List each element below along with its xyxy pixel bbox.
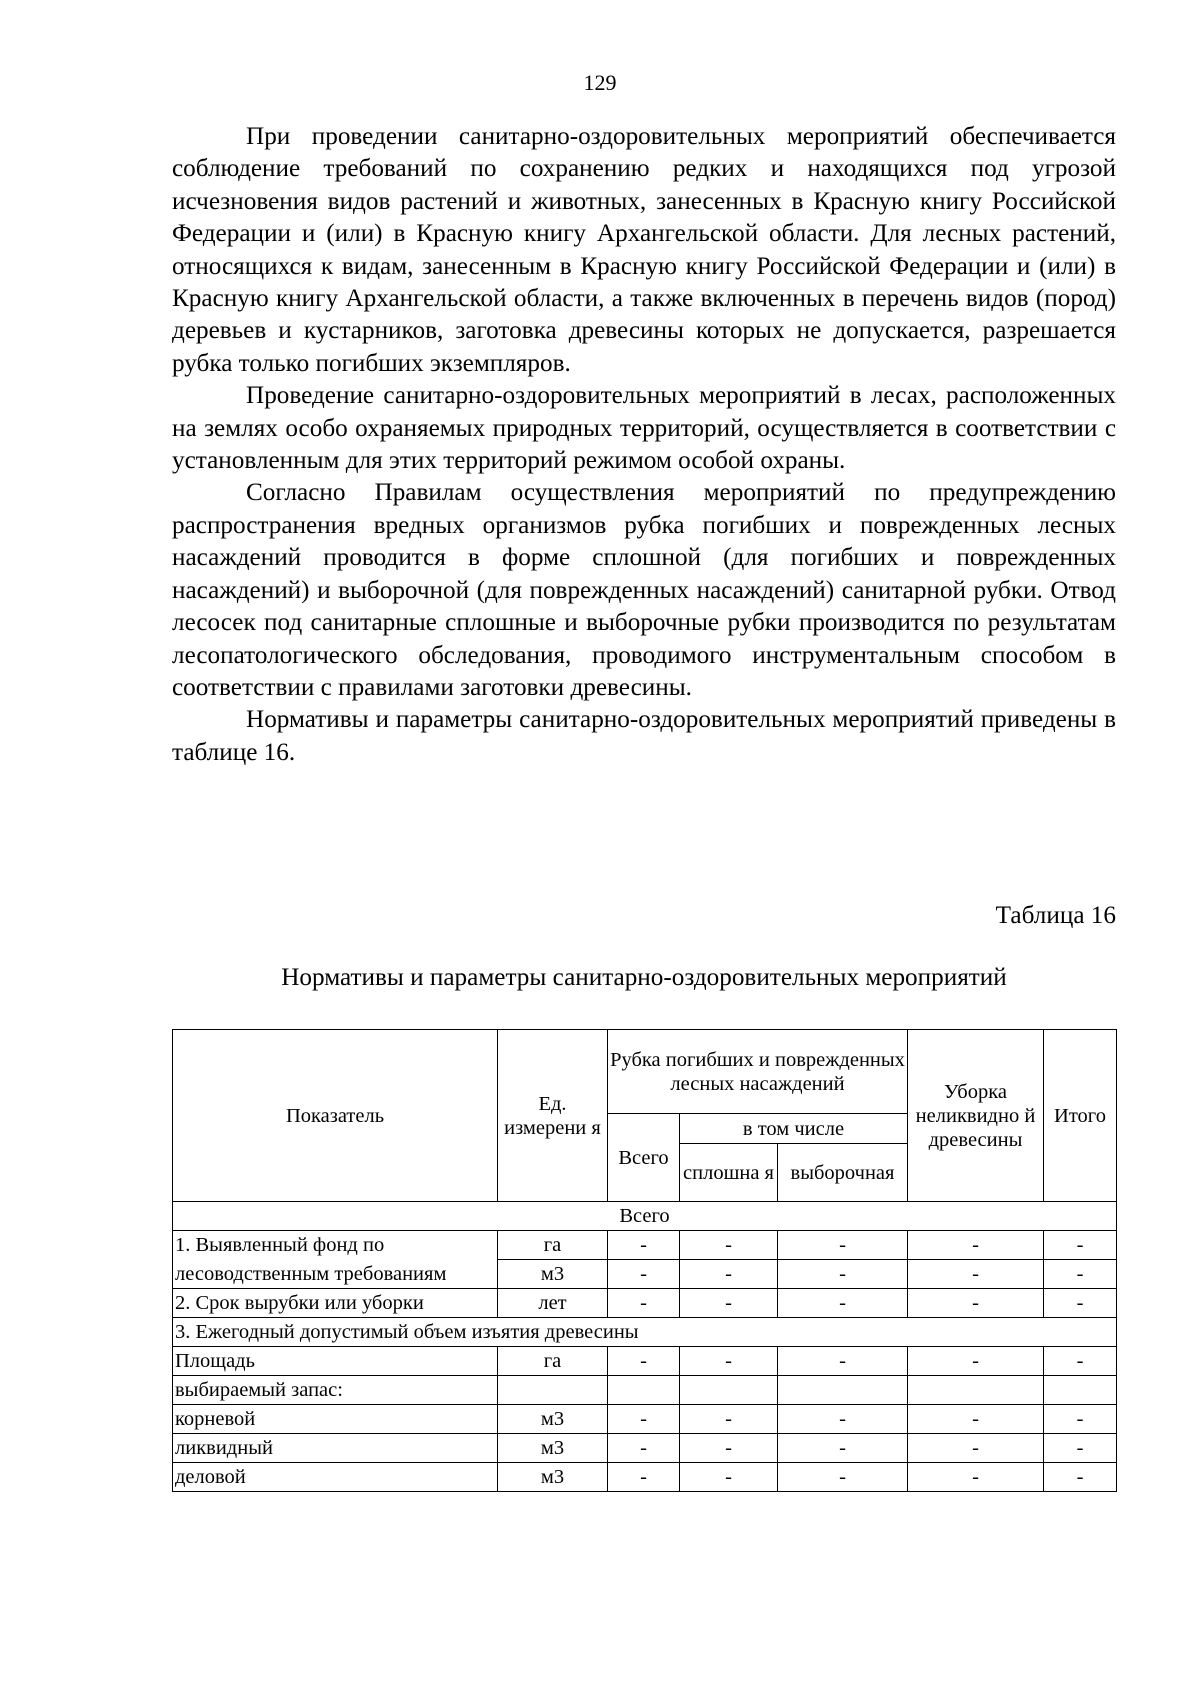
row-unit: га [498, 1231, 608, 1260]
row-label: 1. Выявленный фонд по [173, 1231, 498, 1260]
cell-cleanup: - [908, 1260, 1044, 1289]
header-total-felling: Всего [608, 1114, 680, 1202]
paragraph: Нормативы и параметры санитарно-оздоровительных мероприятий приведены в таблице 16. [172, 706, 1116, 766]
sanitary-measures-table [172, 1029, 1117, 1492]
cell-total: - [1044, 1405, 1117, 1434]
header-unit: Ед. измерени я [498, 1030, 608, 1202]
header-cleanup: Уборка неликвидно й древесины [908, 1030, 1044, 1202]
section-all: Всего [173, 1202, 1117, 1231]
cell-selective: - [778, 1289, 908, 1318]
cell-clear: - [680, 1231, 778, 1260]
page-number: 129 [583, 70, 617, 95]
cell-selective: - [778, 1434, 908, 1463]
row-unit [498, 1376, 608, 1405]
cell-selective: - [778, 1347, 908, 1376]
paragraph: Согласно Правилам осуществления мероприятий по предупреждению распространения вредных организмов рубка погибших и поврежденных лесных насаждений проводится в форме сплошной (для погибших и поврежденных насаждений) и выборочной (для поврежденных насаждений) санитарной рубки. Отвод лесосек под санитарные сплошные и выборочные рубки производится по результатам лесопатологического обследования, проводимого инструментальным способом в соответствии с правилами заготовки древесины. [172, 479, 1116, 701]
cell-cleanup: - [908, 1347, 1044, 1376]
cell-total-felling: - [608, 1260, 680, 1289]
row-label: Площадь [173, 1347, 498, 1376]
row-unit: м3 [498, 1434, 608, 1463]
paragraph: При проведении санитарно-оздоровительных мероприятий обеспечивается соблюдение требований по сохранению редких и находящихся под угрозой исчезновения видов растений и животных, занесенных в Красную книгу Российской Федерации и (или) в Красную книгу Архангельской области. Для лесных растений, относящихся к видам, занесенным в Красную книгу Российской Федерации и (или) в Красную книгу Архангельской области, а также включенных в перечень видов (пород) деревьев и кустарников, заготовка древесины которых не допускается, разрешается рубка только погибших экземпляров. [172, 123, 1116, 377]
cell-total-felling [608, 1376, 680, 1405]
cell-clear: - [680, 1405, 778, 1434]
table-row [173, 1376, 1117, 1405]
cell-clear: - [680, 1260, 778, 1289]
body-text [172, 121, 1116, 769]
cell-selective: - [778, 1260, 908, 1289]
row-unit: га [498, 1347, 608, 1376]
paragraph: Проведение санитарно-оздоровительных мероприятий в лесах, расположенных на землях особо охраняемых природных территорий, осуществляется в соответствии с установленным для этих территорий режимом особой охраны. [172, 382, 1116, 475]
table-row [173, 1434, 1117, 1463]
cell-clear: - [680, 1434, 778, 1463]
header-selective-felling: выборочная [778, 1144, 908, 1202]
row-label: выбираемый запас: [173, 1376, 498, 1405]
row-unit: м3 [498, 1260, 608, 1289]
header-clear-felling: сплошна я [680, 1144, 778, 1202]
cell-clear: - [680, 1347, 778, 1376]
table-row [173, 1347, 1117, 1376]
header-total: Итого [1044, 1030, 1117, 1202]
cell-selective: - [778, 1231, 908, 1260]
cell-cleanup: - [908, 1289, 1044, 1318]
table-row [173, 1260, 1117, 1289]
row-unit: м3 [498, 1463, 608, 1492]
cell-cleanup [908, 1376, 1044, 1405]
cell-total-felling: - [608, 1434, 680, 1463]
row-label: 2. Срок вырубки или уборки [173, 1289, 498, 1318]
row-label: деловой [173, 1463, 498, 1492]
header-indicator: Показатель [173, 1030, 498, 1202]
cell-total-felling: - [608, 1463, 680, 1492]
cell-selective: - [778, 1463, 908, 1492]
cell-total: - [1044, 1347, 1117, 1376]
cell-total-felling: - [608, 1347, 680, 1376]
table-title: Нормативы и параметры санитарно-оздоровительных мероприятий [281, 964, 1007, 991]
cell-total: - [1044, 1289, 1117, 1318]
cell-clear [680, 1376, 778, 1405]
table-row [173, 1463, 1117, 1492]
cell-total-felling: - [608, 1405, 680, 1434]
cell-cleanup: - [908, 1463, 1044, 1492]
cell-selective: - [778, 1405, 908, 1434]
cell-total [1044, 1376, 1117, 1405]
header-felling: Рубка погибших и поврежденных лесных насаждений [608, 1030, 908, 1114]
cell-cleanup: - [908, 1231, 1044, 1260]
table-row [173, 1289, 1117, 1318]
row-label: корневой [173, 1405, 498, 1434]
cell-clear: - [680, 1463, 778, 1492]
header-including: в том числе [680, 1114, 908, 1144]
cell-total-felling: - [608, 1289, 680, 1318]
cell-cleanup: - [908, 1405, 1044, 1434]
cell-clear: - [680, 1289, 778, 1318]
table-row [173, 1405, 1117, 1434]
cell-total: - [1044, 1434, 1117, 1463]
row-label: лесоводственным требованиям [173, 1260, 498, 1289]
row-unit: м3 [498, 1405, 608, 1434]
row-unit: лет [498, 1289, 608, 1318]
cell-total: - [1044, 1463, 1117, 1492]
row-label: ликвидный [173, 1434, 498, 1463]
cell-total: - [1044, 1231, 1117, 1260]
table-caption: Таблица 16 [995, 902, 1116, 929]
cell-total-felling: - [608, 1231, 680, 1260]
section-annual-volume: 3. Ежегодный допустимый объем изъятия древесины [173, 1318, 1117, 1347]
cell-total: - [1044, 1260, 1117, 1289]
cell-cleanup: - [908, 1434, 1044, 1463]
table-row [173, 1231, 1117, 1260]
cell-selective [778, 1376, 908, 1405]
